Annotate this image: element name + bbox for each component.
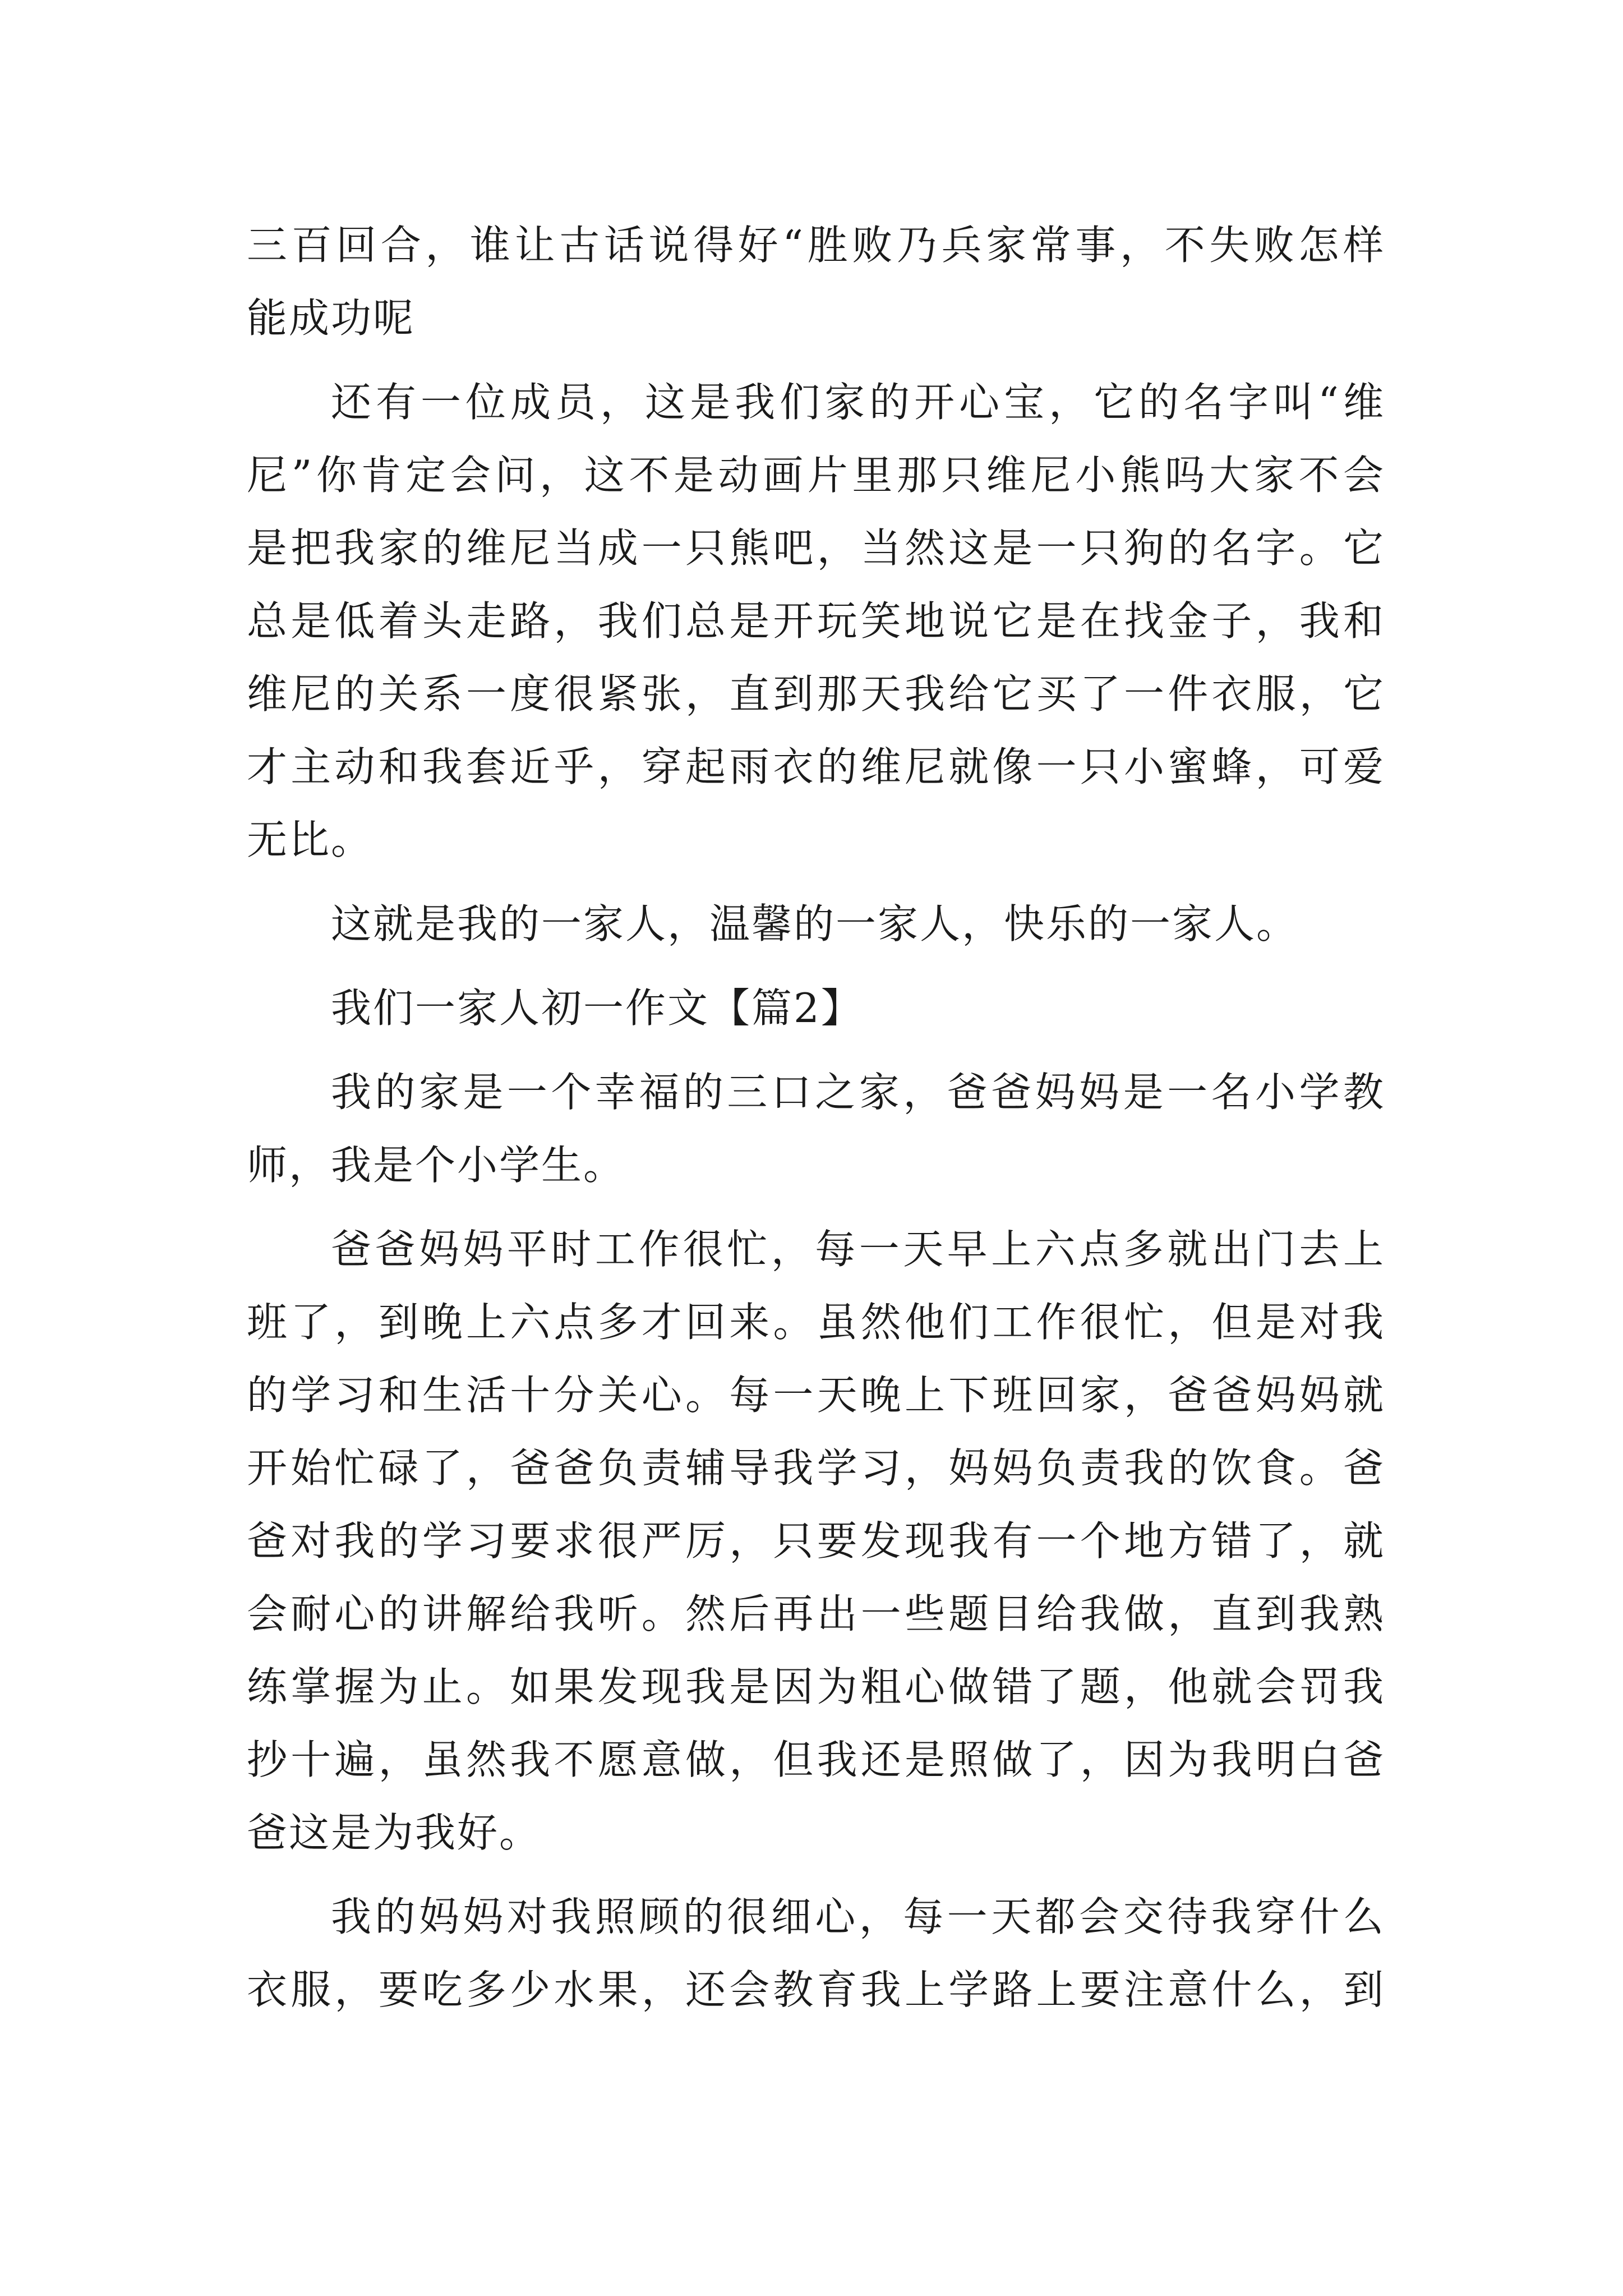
text-line: 是把我家的维尼当成一只熊吧，当然这是一只狗的名字。它: [247, 524, 1385, 572]
paragraph: [247, 887, 1385, 960]
text-line: 无比。: [247, 816, 374, 863]
heading-text: 我们一家人初一作文【篇2】: [331, 984, 863, 1032]
text-line: 尼”你肯定会问，这不是动画片里那只维尼小熊吗大家不会: [247, 452, 1385, 499]
text-line: 爸这是为我好。: [247, 1809, 542, 1856]
paragraph: [247, 1056, 1385, 1202]
text-line: 我的家是一个幸福的三口之家，爸爸妈妈是一名小学教: [331, 1069, 1385, 1116]
text-line: 师，我是个小学生。: [247, 1142, 626, 1189]
text-line: 班了，到晚上六点多才回来。虽然他们工作很忙，但是对我: [247, 1299, 1385, 1346]
text-line: 这就是我的一家人，温馨的一家人，快乐的一家人。: [331, 900, 1299, 947]
text-line: 开始忙碌了，爸爸负责辅导我学习，妈妈负责我的饮食。爸: [247, 1444, 1385, 1492]
text-line: 还有一位成员，这是我们家的开心宝，它的名字叫“维: [331, 379, 1385, 426]
text-line: 能成功呢: [247, 295, 416, 342]
paragraph: [247, 209, 1385, 355]
text-line: 维尼的关系一度很紧张，直到那天我给它买了一件衣服，它: [247, 670, 1385, 717]
text-line: 三百回合，谁让古话说得好“胜败乃兵家常事，不失败怎样: [247, 222, 1385, 269]
text-line: 总是低着头走路，我们总是开玩笑地说它是在找金子，我和: [247, 597, 1385, 645]
text-line: 才主动和我套近乎，穿起雨衣的维尼就像一只小蜜蜂，可爱: [247, 743, 1385, 790]
text-line: 抄十遍，虽然我不愿意做，但我还是照做了，因为我明白爸: [247, 1736, 1385, 1783]
text-line: 的学习和生活十分关心。每一天晚上下班回家，爸爸妈妈就: [247, 1372, 1385, 1419]
section-heading: [247, 972, 1385, 1045]
text-line: 我的妈妈对我照顾的很细心，每一天都会交待我穿什么: [331, 1893, 1385, 1940]
text-line: 衣服，要吃多少水果，还会教育我上学路上要注意什么，到: [247, 1966, 1385, 2013]
paragraph: [247, 1213, 1385, 1869]
body-text: [247, 209, 1385, 2026]
text-line: 爸爸妈妈平时工作很忙，每一天早上六点多就出门去上: [331, 1226, 1385, 1273]
text-line: 练掌握为止。如果发现我是因为粗心做错了题，他就会罚我: [247, 1663, 1385, 1710]
text-line: 会耐心的讲解给我听。然后再出一些题目给我做，直到我熟: [247, 1590, 1385, 1637]
text-line: 爸对我的学习要求很严厉，只要发现我有一个地方错了，就: [247, 1517, 1385, 1565]
paragraph: [247, 366, 1385, 876]
paragraph: [247, 1880, 1385, 2026]
